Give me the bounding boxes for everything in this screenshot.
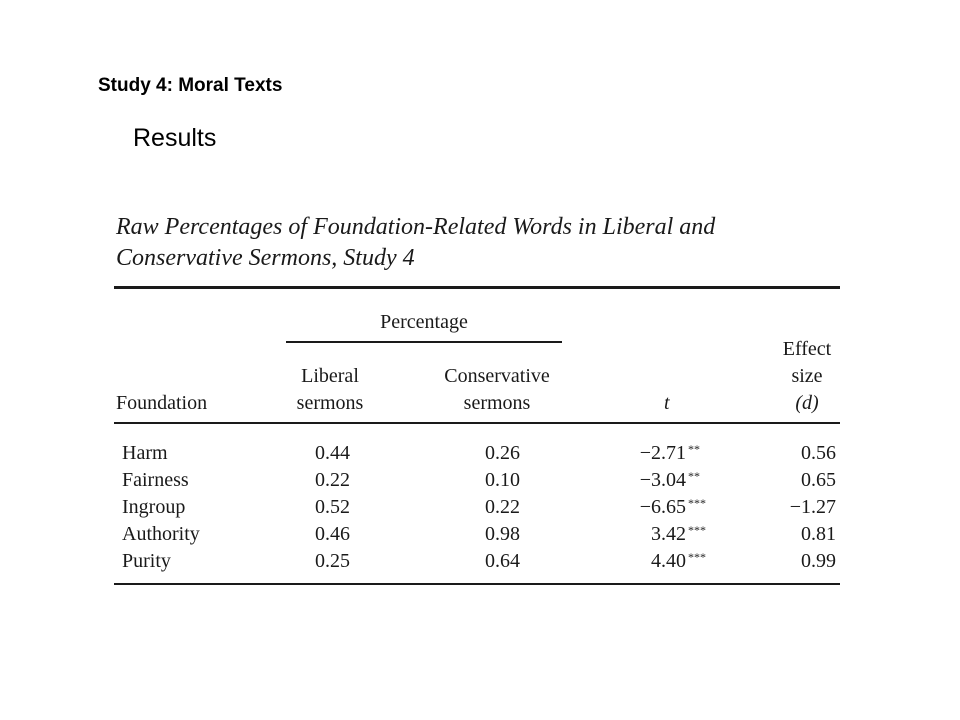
- row-conservative-value: 0.10: [485, 469, 520, 491]
- table-caption-line-2: Conservative Sermons, Study 4: [116, 245, 415, 271]
- row-liberal-value: 0.46: [315, 523, 350, 545]
- row-t-value: −3.04: [639, 469, 686, 491]
- row-significance: ***: [688, 550, 706, 564]
- table-row: [114, 495, 840, 522]
- row-foundation: Ingroup: [122, 496, 186, 518]
- row-effect-size: −1.27: [789, 496, 836, 518]
- conservative-header-line-2: sermons: [463, 392, 531, 414]
- row-foundation: Purity: [122, 550, 171, 572]
- table-row: [114, 549, 840, 576]
- table-top-rule: [114, 286, 840, 289]
- table-row: [114, 468, 840, 495]
- liberal-header-line-1: Liberal: [301, 365, 359, 387]
- results-table-figure: [114, 212, 840, 572]
- percentage-group-rule: [286, 341, 562, 343]
- row-effect-size: 0.56: [801, 442, 836, 464]
- t-header: t: [664, 392, 670, 414]
- row-foundation: Fairness: [122, 469, 189, 491]
- row-liberal-value: 0.22: [315, 469, 350, 491]
- row-conservative-value: 0.98: [485, 523, 520, 545]
- row-liberal-value: 0.44: [315, 442, 350, 464]
- table-row: [114, 441, 840, 468]
- effect-header-line-3: (d): [795, 392, 819, 414]
- row-t-value: 4.40: [651, 550, 686, 572]
- row-significance: **: [688, 469, 700, 483]
- effect-header-line-2: size: [791, 365, 823, 387]
- table-caption-line-1: Raw Percentages of Foundation-Related Words in Liberal and: [116, 214, 716, 240]
- row-t-value: 3.42: [651, 523, 686, 545]
- row-significance: ***: [688, 496, 706, 510]
- percentage-group-header: Percentage: [380, 311, 468, 333]
- row-effect-size: 0.81: [801, 523, 836, 545]
- row-foundation: Harm: [122, 442, 168, 464]
- effect-header-line-1: Effect: [782, 338, 832, 360]
- row-t-value: −6.65: [639, 496, 686, 518]
- table-row: [114, 522, 840, 549]
- row-conservative-value: 0.22: [485, 496, 520, 518]
- conservative-header-line-1: Conservative: [444, 365, 550, 387]
- row-effect-size: 0.99: [801, 550, 836, 572]
- row-significance: ***: [688, 523, 706, 537]
- slide-heading: Study 4: Moral Texts: [98, 75, 283, 96]
- row-conservative-value: 0.64: [485, 550, 520, 572]
- row-foundation: Authority: [122, 523, 200, 545]
- slide-subheading: Results: [133, 124, 217, 152]
- row-liberal-value: 0.52: [315, 496, 350, 518]
- liberal-header-line-2: sermons: [296, 392, 364, 414]
- row-significance: **: [688, 442, 700, 456]
- row-conservative-value: 0.26: [485, 442, 520, 464]
- foundation-header: Foundation: [116, 392, 208, 414]
- row-liberal-value: 0.25: [315, 550, 350, 572]
- table-bottom-rule: [114, 583, 840, 585]
- row-effect-size: 0.65: [801, 469, 836, 491]
- row-t-value: −2.71: [639, 442, 686, 464]
- table-header-rule: [114, 422, 840, 424]
